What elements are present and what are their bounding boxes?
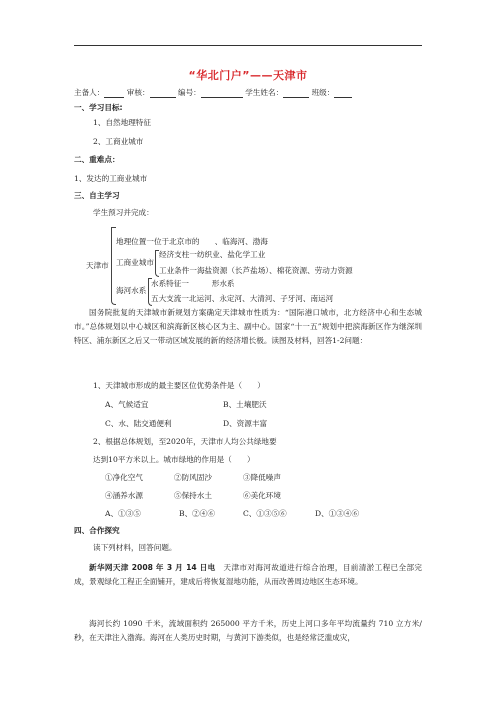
number-label: 编号：	[178, 88, 201, 97]
reviewer-label: 审核：	[126, 88, 150, 97]
header-rule	[74, 45, 422, 46]
diagram-industry-label: 工商业城市	[116, 258, 154, 267]
q2-option-c[interactable]: C、①③⑤⑥	[243, 509, 287, 518]
q2-item-4: ④涵养水源	[105, 491, 143, 500]
diagram-ind-1: 经济支柱一纺织业、盐化学工业	[159, 250, 266, 259]
q2-item-6: ⑥美化环境	[243, 491, 281, 500]
student-label: 学生姓名：	[245, 88, 284, 97]
goal-1: 1、自然地理特征	[93, 118, 151, 127]
page-title: “华北门户”——天津市	[188, 69, 308, 82]
class-label: 班级：	[311, 88, 335, 97]
q1-option-c[interactable]: C、水、陆交通便利	[105, 419, 172, 428]
news-spacer	[216, 563, 224, 572]
section-4-prompt: 读下列材料，回答问题。	[93, 543, 177, 552]
preparer-label: 主备人：	[74, 88, 105, 97]
section-2-heading: 二、重难点：	[74, 155, 120, 164]
q2-option-d[interactable]: D、①③④⑥	[315, 509, 360, 518]
reviewer-blank[interactable]	[150, 89, 176, 98]
diagram-ind-2: 工业条件一海盐资源（长芦盐场）、棉花资源、劳动力资源	[159, 266, 353, 275]
goal-2: 2、工商业城市	[93, 137, 144, 146]
news-text: 天津市对海河故道进行综合治理，目前清淤工程已全部完成，景观绿化工程正全面铺开，建成后将恢复湿地功能，从而改善周边地区生态环境。	[74, 563, 422, 586]
diagram-river-label: 海河水系	[116, 286, 147, 295]
q2-option-a[interactable]: A、①③⑤	[105, 509, 141, 518]
q2-item-2: ②防风固沙	[174, 473, 212, 482]
q1-option-d[interactable]: D、资源丰富	[223, 419, 268, 428]
q1-stem: 1、天津城市形成的最主要区位优势条件是（ ）	[93, 381, 265, 390]
q1-option-b[interactable]: B、土壤肥沃	[223, 400, 267, 409]
q1-option-a[interactable]: A、气候适宜	[105, 400, 149, 409]
q2-item-1: ①净化空气	[105, 473, 143, 482]
q2-option-b[interactable]: B、②④⑥	[179, 509, 215, 518]
key-point-1: 1、发达的工商业城市	[74, 174, 148, 183]
diagram-geo: 地理位置一位于北京市的 、临海河、渤海	[116, 237, 268, 246]
diagram-riv-1: 水系特征一 形水系	[151, 279, 235, 288]
q2-item-5: ⑤保持水土	[174, 491, 212, 500]
section-3-heading: 三、自主学习	[74, 191, 120, 200]
class-blank[interactable]	[334, 89, 352, 98]
news-lead: 新华网天津 2008 年 3 月 14 日电	[89, 563, 216, 572]
info-line	[74, 88, 352, 98]
news-paragraph	[74, 561, 422, 589]
student-blank[interactable]	[283, 89, 309, 98]
preview-prompt: 学生预习并完成：	[93, 208, 154, 217]
number-blank[interactable]	[201, 89, 243, 98]
diagram-riv-2: 五大支流一北运河、永定河、大清河、子牙河、南运河	[151, 294, 334, 303]
material-paragraph: 国务院批复的天津城市新规划方案确定天津城市性质为：“国际港口城市，北方经济中心和生态城市。”总体规划以中心城区和滨海新区核心区为主、副中心。国家“十一五”规划中把滨海新区作为继深圳特区、浦东新区之后又一带动区域发展的新的经济增长极。读图及材料，回答1-2问题：	[74, 308, 422, 345]
diagram-root: 天津市	[86, 261, 109, 270]
section-4-heading: 四、合作探究	[74, 526, 120, 535]
q2-stem-2: 达到10平方米以上。城市绿地的作用是（ ）	[93, 455, 255, 464]
section-1-heading: 一、学习目标:	[74, 103, 123, 112]
q2-stem-1: 2、根据总体规划，至2020年，天津市人均公共绿地要	[93, 437, 277, 446]
preparer-blank[interactable]	[104, 89, 124, 98]
q2-item-3: ③降低噪声	[243, 473, 281, 482]
river-paragraph: 海河长约 1090 千米，流域面积约 265000 平方千米，历史上河口多年平均流量约 710 立方米/秒，在天津注入渤海。海河在人类历史时期，与黄河下游类似，也是经常泛滥成灾，	[74, 619, 422, 642]
